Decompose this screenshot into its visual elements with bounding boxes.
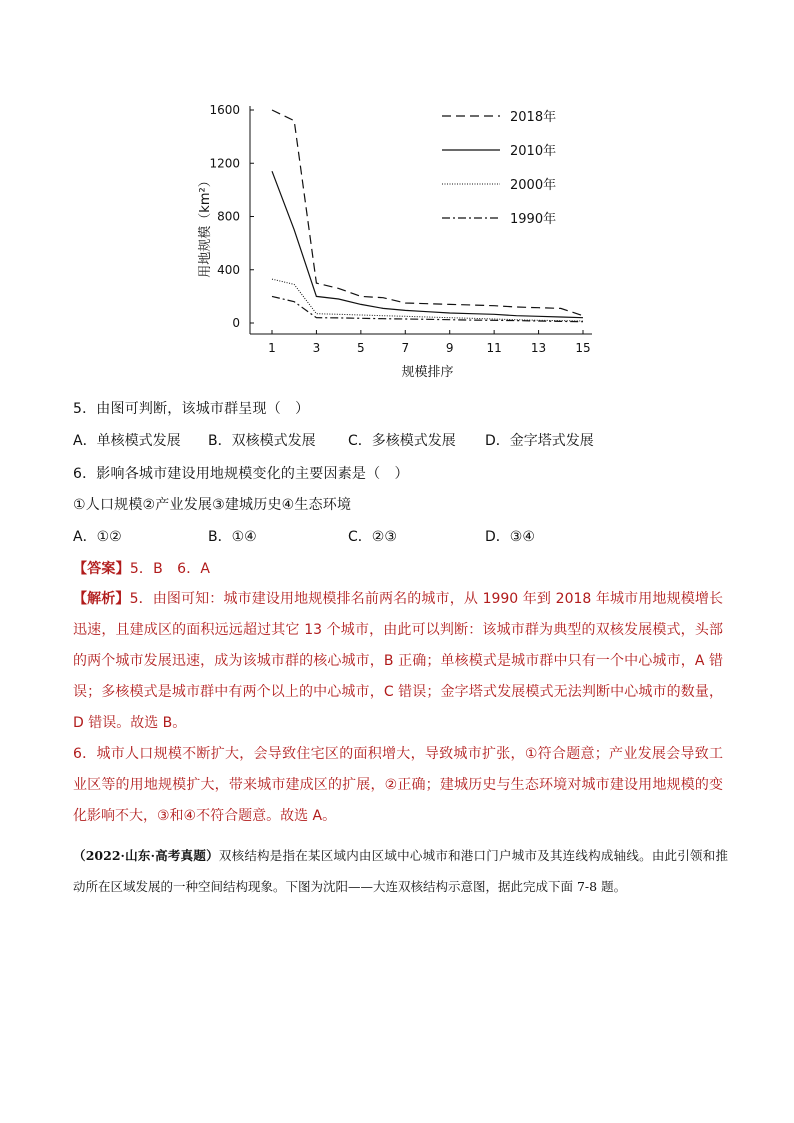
y-tick-label: 800	[217, 209, 240, 224]
chart-ticks	[209, 103, 590, 355]
x-axis-label: 规模排序	[401, 365, 454, 380]
legend-label: 2010年	[510, 144, 557, 159]
q6-option-c: C．②③	[348, 529, 397, 545]
series-line-2010年	[272, 171, 583, 318]
x-tick-label: 3	[312, 341, 321, 355]
question-5-stem: 5．由图可判断，该城市群呈现（ ）	[73, 401, 310, 417]
x-tick-label: 11	[486, 341, 502, 355]
answer-line	[73, 558, 210, 578]
x-tick-label: 5	[357, 341, 365, 355]
intro-paragraph	[73, 840, 728, 902]
intro-text: 双核结构是指在某区域内由区域中心城市和港口门户城市及其连线构成轴线。由此引领和推动所在区域发展的一种空间结构现象。下图为沈阳——大连双核结构示意图，据此完成下面 7-8 题。	[73, 848, 728, 894]
question-6-factors: ①人口规模②产业发展③建城历史④生态环境	[73, 497, 352, 513]
series-line-1990年	[272, 296, 583, 321]
q5-option-c: C．多核模式发展	[348, 433, 456, 449]
q6-option-a: A．①②	[73, 529, 122, 545]
x-tick-label: 15	[575, 341, 591, 355]
next-question-intro	[73, 840, 728, 902]
intro-source: （2022·山东·高考真题）	[73, 848, 219, 863]
x-tick-label: 1	[268, 341, 276, 355]
series-line-2000年	[272, 279, 583, 321]
y-tick-label: 0	[232, 316, 240, 330]
analysis-label: 【解析】	[73, 591, 130, 607]
y-tick-label: 1600	[209, 103, 240, 117]
question-6-stem: 6．影响各城市建设用地规模变化的主要因素是（ ）	[73, 466, 409, 482]
q6-option-b: B．①④	[208, 529, 257, 545]
answer-text: 5．B 6．A	[129, 561, 211, 577]
analysis-q5	[73, 584, 723, 739]
analysis-block	[73, 584, 723, 832]
analysis-q6: 6．城市人口规模不断扩大，会导致住宅区的面积增大，导致城市扩张，①符合题意；产业发展会导致工业区等的用地规模扩大，带来城市建成区的扩展，②正确；建城历史与生态环境对城市建设用地规模的变化影响不大，③和④不符合题意。故选 A。	[73, 746, 723, 824]
x-tick-label: 7	[401, 341, 410, 355]
q5-option-b: B．双核模式发展	[208, 433, 316, 449]
legend-label: 2000年	[510, 178, 557, 193]
q6-option-d: D．③④	[485, 529, 535, 545]
chart-legend	[442, 109, 556, 227]
analysis-q5-text: 5．由图可知：城市建设用地规模排名前两名的城市，从 1990 年到 2018 年城市用地规模增长迅速，且建成区的面积远远超过其它 13 个城市，由此可以判断：该城市群为典型的双核发展模式，头部的两个城市发展迅速，成为该城市群的核心城市，B 正确；单核模式是城市群中只有一个中心城市，A 错误；多核模式是城市群中有两个以上的中心城市，C 错误；金字塔式发展模式无法判断中心城市的数量，D 错误。故选 B。	[73, 591, 723, 731]
legend-label: 2018年	[510, 110, 557, 125]
x-tick-label: 9	[445, 341, 454, 355]
chart-axis-labels	[197, 174, 454, 380]
legend-label: 1990年	[510, 212, 557, 227]
y-tick-label: 1200	[209, 156, 240, 171]
answer-label: 【答案】	[73, 561, 130, 577]
y-tick-label: 400	[217, 262, 240, 277]
line-chart	[190, 98, 600, 388]
q5-option-a: A．单核模式发展	[73, 433, 181, 449]
y-axis-label: 用地规模（km²）	[198, 174, 213, 278]
x-tick-label: 13	[530, 341, 547, 355]
q5-option-d: D．金字塔式发展	[485, 433, 594, 449]
